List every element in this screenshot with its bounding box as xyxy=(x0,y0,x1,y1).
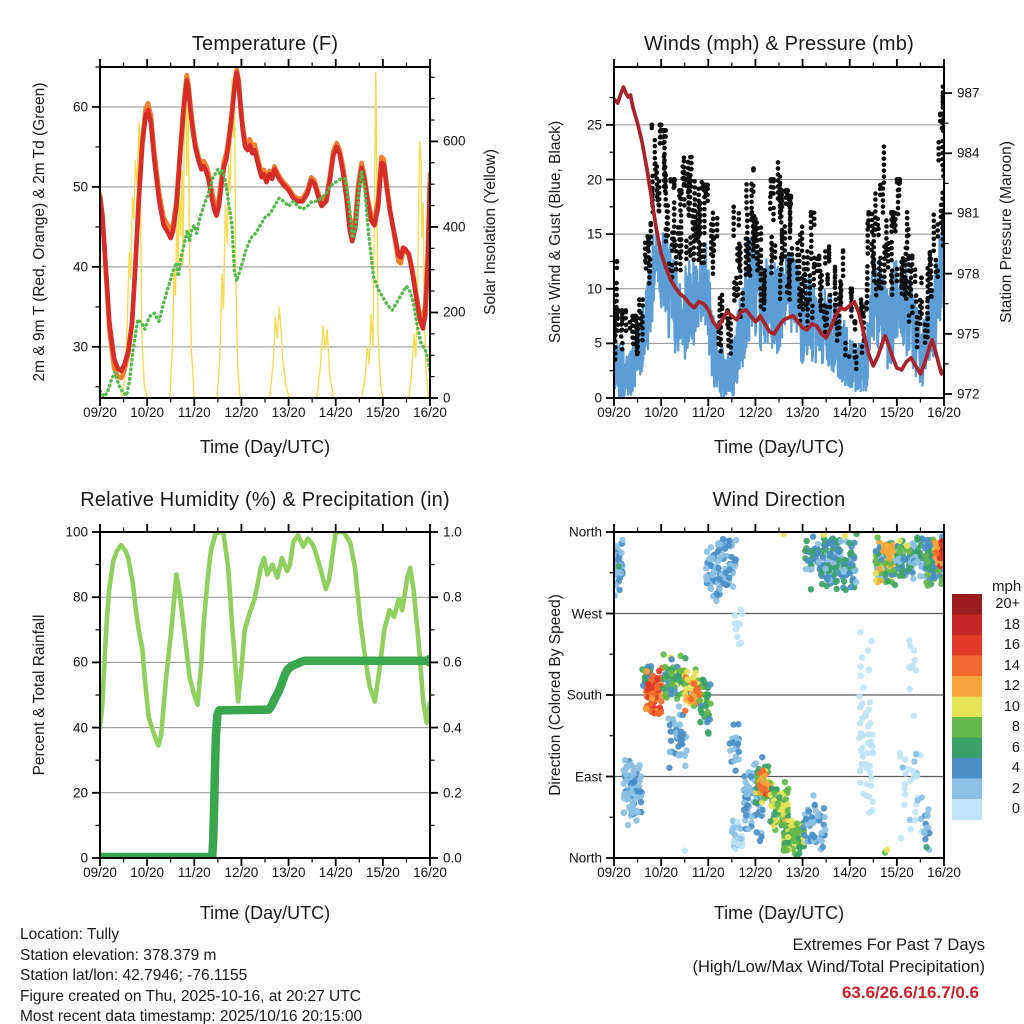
humidity-y-tick-label: 80 xyxy=(72,589,88,605)
solar-y-tick-label: 600 xyxy=(443,133,466,149)
p1-x-tick-label: 13/20 xyxy=(271,405,306,420)
winds-pressure-panel-title: Winds (mph) & Pressure (mb) xyxy=(644,33,914,55)
p4-x-tick-label: 11/20 xyxy=(691,865,725,880)
p1-x-tick-label: 12/20 xyxy=(224,405,259,420)
y-axis-label-pressure-right: Station Pressure (Maroon) xyxy=(998,141,1015,323)
wind-y-tick-label: 0 xyxy=(594,390,602,406)
x-axis-label-humidity: Time (Day/UTC) xyxy=(199,903,331,923)
legend-speed-label: 6 xyxy=(1011,739,1020,756)
p4-x-tick-label: 15/20 xyxy=(879,865,914,880)
pressure-y-tick-label: 972 xyxy=(957,386,980,402)
station-latlon: Station lat/lon: 42.7946; -76.1155 xyxy=(20,967,248,985)
p3-x-tick-label: 09/20 xyxy=(83,865,117,880)
precip-y-tick-label: 0.8 xyxy=(443,589,462,605)
p3-x-tick-label: 14/20 xyxy=(318,865,353,880)
humidity-y-tick-label: 100 xyxy=(65,524,88,540)
x-axis-label-temperature: Time (Day/UTC) xyxy=(199,437,331,457)
pressure-y-tick-label: 978 xyxy=(957,266,980,282)
p4-x-tick-label: 14/20 xyxy=(832,865,867,880)
precip-y-tick-label: 0.6 xyxy=(443,654,462,670)
p4-x-tick-label: 13/20 xyxy=(785,865,820,880)
legend-speed-label: 0 xyxy=(1011,801,1020,818)
wind-direction-panel-title: Wind Direction xyxy=(712,489,846,511)
wind-y-tick-label: 25 xyxy=(586,117,602,133)
precip-y-tick-label: 0.0 xyxy=(443,850,462,866)
humidity-precip-panel-title: Relative Humidity (%) & Precipitation (in) xyxy=(80,489,450,511)
pressure-y-tick-label: 981 xyxy=(957,205,980,221)
temperature-y-tick-label: 40 xyxy=(72,259,88,275)
solar-y-tick-label: 200 xyxy=(443,304,466,320)
p3-x-tick-label: 15/20 xyxy=(365,865,400,880)
p4-x-tick-label: 09/20 xyxy=(597,865,631,880)
extremes-subheading: (High/Low/Max Wind/Total Precipitation) xyxy=(692,958,985,976)
wind-y-tick-label: 20 xyxy=(586,172,602,188)
legend-speed-label: 8 xyxy=(1011,719,1020,736)
direction-y-tick-label: North xyxy=(568,850,602,866)
extremes-values: 63.6/26.6/16.7/0.6 xyxy=(841,983,979,1002)
y-axis-label-direction-left: Direction (Colored By Speed) xyxy=(547,594,564,796)
p4-x-tick-label: 10/20 xyxy=(644,865,679,880)
pressure-y-tick-label: 975 xyxy=(957,326,980,342)
humidity-y-tick-label: 40 xyxy=(72,720,88,736)
p2-x-tick-label: 11/20 xyxy=(691,405,725,420)
pressure-y-tick-label: 987 xyxy=(957,85,980,101)
direction-y-tick-label: South xyxy=(566,687,602,703)
station-elevation: Station elevation: 378.379 m xyxy=(20,946,217,964)
legend-speed-label: 10 xyxy=(1003,698,1020,715)
station-location: Location: Tully xyxy=(20,926,120,943)
p1-x-tick-label: 14/20 xyxy=(318,405,353,420)
legend-speed-label: 16 xyxy=(1003,637,1020,654)
p1-x-tick-label: 16/20 xyxy=(413,405,447,420)
precip-y-tick-label: 0.2 xyxy=(443,785,462,801)
p2-x-tick-label: 10/20 xyxy=(644,405,679,420)
direction-y-tick-label: North xyxy=(568,524,602,540)
extremes-heading: Extremes For Past 7 Days xyxy=(792,936,985,954)
temperature-y-tick-label: 50 xyxy=(72,179,88,195)
p2-x-tick-label: 15/20 xyxy=(879,405,914,420)
p3-x-tick-label: 12/20 xyxy=(224,865,259,880)
solar-y-tick-label: 0 xyxy=(443,390,451,406)
y-axis-label-wind-left: Sonic Wind & Gust (Blue, Black) xyxy=(547,120,564,344)
x-axis-label-direction: Time (Day/UTC) xyxy=(713,903,845,923)
legend-speed-label: 20+ xyxy=(995,596,1020,613)
p4-x-tick-label: 16/20 xyxy=(927,865,961,880)
legend-speed-label: 4 xyxy=(1011,760,1020,777)
figure-created: Figure created on Thu, 2025-10-16, at 20:27 UTC xyxy=(20,987,361,1005)
wind-y-tick-label: 5 xyxy=(594,335,602,351)
y-axis-label-temperature-left: 2m & 9m T (Red, Orange) & 2m Td (Green) xyxy=(31,82,48,382)
wind-y-tick-label: 10 xyxy=(586,281,602,297)
y-axis-label-rainfall-left: Percent & Total Rainfall xyxy=(31,614,48,776)
temperature-y-tick-label: 30 xyxy=(72,339,88,355)
p1-x-tick-label: 10/20 xyxy=(130,405,165,420)
p2-x-tick-label: 14/20 xyxy=(832,405,867,420)
humidity-y-tick-label: 20 xyxy=(72,785,88,801)
solar-y-tick-label: 400 xyxy=(443,219,466,235)
legend-speed-label: 12 xyxy=(1003,678,1020,695)
temperature-y-tick-label: 60 xyxy=(72,99,88,115)
p2-x-tick-label: 09/20 xyxy=(597,405,631,420)
direction-y-tick-label: West xyxy=(571,606,602,621)
pressure-y-tick-label: 984 xyxy=(957,145,980,161)
p3-x-tick-label: 10/20 xyxy=(130,865,165,880)
humidity-y-tick-label: 0 xyxy=(80,850,88,866)
legend-title-mph: mph xyxy=(992,578,1022,595)
legend-speed-label: 2 xyxy=(1011,780,1020,797)
station-info-block xyxy=(20,925,362,1024)
temperature-panel-title: Temperature (F) xyxy=(191,33,339,55)
p2-x-tick-label: 12/20 xyxy=(738,405,773,420)
direction-y-tick-label: East xyxy=(574,769,602,784)
p1-x-tick-label: 11/20 xyxy=(177,405,211,420)
p3-x-tick-label: 16/20 xyxy=(413,865,447,880)
x-axis-label-winds: Time (Day/UTC) xyxy=(713,437,845,457)
p2-x-tick-label: 16/20 xyxy=(927,405,961,420)
y-axis-label-solar-right: Solar Insolation (Yellow) xyxy=(482,149,499,315)
p1-x-tick-label: 09/20 xyxy=(83,405,117,420)
p1-x-tick-label: 15/20 xyxy=(365,405,400,420)
p4-x-tick-label: 12/20 xyxy=(738,865,773,880)
p3-x-tick-label: 13/20 xyxy=(271,865,306,880)
legend-speed-label: 14 xyxy=(1003,657,1020,674)
legend-speed-label: 18 xyxy=(1003,616,1020,633)
humidity-y-tick-label: 60 xyxy=(72,654,88,670)
data-timestamp: Most recent data timestamp: 2025/10/16 20:15:00 xyxy=(20,1008,363,1024)
precip-y-tick-label: 0.4 xyxy=(443,720,462,736)
wind-y-tick-label: 15 xyxy=(586,226,602,242)
p2-x-tick-label: 13/20 xyxy=(785,405,820,420)
precip-y-tick-label: 1.0 xyxy=(443,524,462,540)
p3-x-tick-label: 11/20 xyxy=(177,865,211,880)
